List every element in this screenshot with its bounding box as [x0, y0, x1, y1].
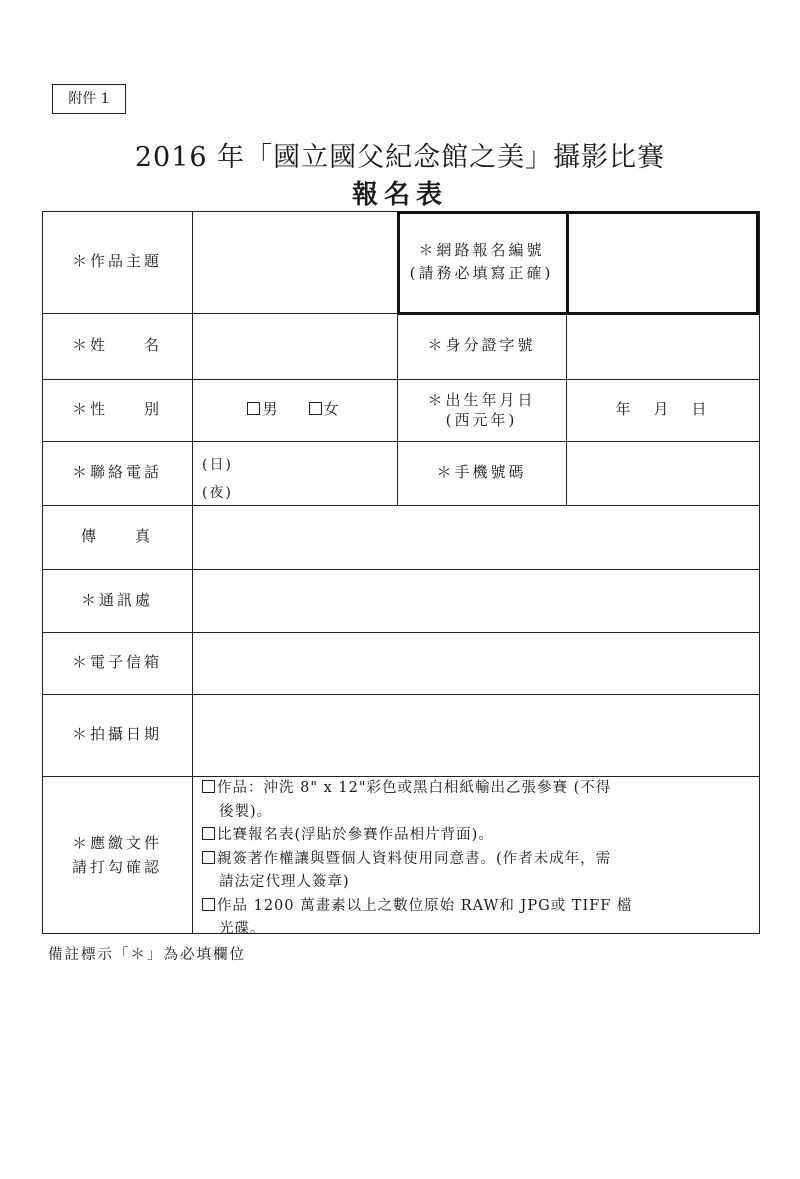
male-label: 男: [262, 400, 281, 419]
label-email: ＊電子信箱: [71, 653, 162, 672]
label-gender: ＊性 別: [71, 400, 162, 419]
gender-options: [192, 379, 397, 441]
birth-hint: (西元年): [445, 411, 518, 429]
document-checkbox[interactable]: [202, 827, 215, 840]
name-input[interactable]: [192, 313, 397, 379]
documents-hint: 請打勾確認: [71, 858, 162, 876]
reg-number-hint: (請務必填寫正確): [409, 264, 554, 282]
label-documents: [42, 776, 192, 934]
document-text-cont: 請法定代理人簽章): [219, 874, 350, 890]
document-text-cont: 光碟。: [219, 921, 266, 937]
gender-male-option[interactable]: [247, 398, 280, 421]
form-title: 2016 年「國立國父紀念館之美」攝影比賽: [134, 142, 666, 173]
required-note: 備註標示「＊」為必填欄位: [48, 947, 246, 963]
label-mobile: ＊手機號碼: [436, 463, 527, 482]
male-checkbox[interactable]: [247, 402, 260, 415]
gender-female-option[interactable]: [309, 398, 342, 421]
label-theme: ＊作品主題: [71, 252, 162, 271]
document-item: [202, 777, 757, 824]
document-checkbox[interactable]: [202, 851, 215, 864]
label-id-number: ＊身分證字號: [427, 336, 536, 355]
document-checkbox[interactable]: [202, 780, 215, 793]
label-birth: [397, 379, 566, 441]
document-checkbox[interactable]: [202, 898, 215, 911]
shoot-date-input[interactable]: [192, 694, 760, 776]
birth-label: ＊出生年月日: [427, 390, 536, 409]
annex-label: 附件 1: [52, 84, 126, 114]
email-input[interactable]: [192, 632, 760, 694]
address-input[interactable]: [192, 569, 760, 632]
document-item: [202, 848, 757, 895]
form-subtitle: 報名表: [351, 180, 448, 210]
label-fax: 傳 真: [80, 527, 153, 546]
document-text: 作品 1200 萬畫素以上之數位原始 RAW和 JPG或 TIFF 檔: [217, 897, 633, 914]
document-text-cont: 後製)。: [219, 803, 273, 820]
label-phone: ＊聯絡電話: [71, 463, 162, 482]
mobile-input[interactable]: [566, 441, 760, 505]
documents-checklist: [202, 777, 757, 942]
birth-date-input[interactable]: 年 月 日: [615, 400, 711, 419]
label-shoot-date: ＊拍攝日期: [71, 725, 162, 744]
reg-number-input[interactable]: [566, 211, 760, 313]
document-item: [202, 895, 757, 942]
label-address: ＊通訊處: [80, 590, 153, 609]
document-text: 比賽報名表(浮貼於參賽作品相片背面)。: [217, 827, 494, 843]
reg-number-label: ＊網路報名編號: [418, 240, 545, 259]
document-text: 親簽著作權讓與暨個人資料使用同意書。(作者未成年，需: [217, 850, 612, 867]
document-text: 作品：沖洗 8" x 12"彩色或黑白相紙輸出乙張參賽 (不得: [217, 780, 612, 796]
phone-day-label: (日): [202, 457, 233, 473]
fax-input[interactable]: [192, 505, 760, 569]
documents-label: ＊應繳文件: [71, 834, 162, 852]
id-number-input[interactable]: [566, 313, 760, 379]
female-checkbox[interactable]: [309, 402, 322, 415]
document-item: [202, 824, 757, 848]
phone-night-label: (夜): [202, 485, 233, 501]
theme-input[interactable]: [192, 211, 397, 313]
label-name: ＊姓 名: [71, 336, 162, 355]
female-label: 女: [323, 400, 342, 419]
label-reg-number: [397, 211, 566, 313]
